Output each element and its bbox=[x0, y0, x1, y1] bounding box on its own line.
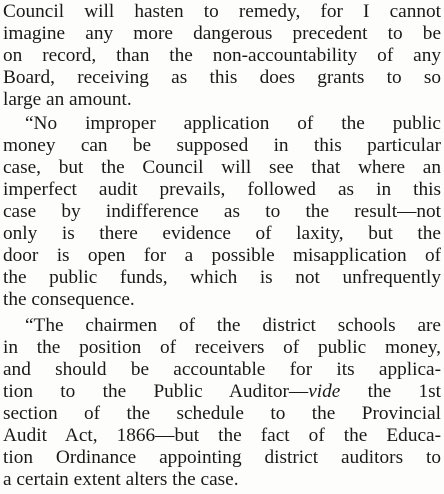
italic-word: vide bbox=[308, 381, 341, 402]
text-line: section of the schedule to the Provincial bbox=[3, 403, 441, 424]
text-line: imagine any more dangerous precedent to be bbox=[3, 23, 441, 44]
text-line: the public funds, which is not unfrequently bbox=[3, 267, 441, 288]
text-line: large an amount. bbox=[3, 89, 132, 110]
text-line: Audit Act, 1866—but the fact of the Educa- bbox=[3, 425, 441, 446]
text-line: tion Ordinance appointing district auditors to bbox=[3, 447, 441, 468]
text-run: tion to the Public Auditor— bbox=[3, 381, 309, 402]
text-line: a certain extent alters the case. bbox=[3, 469, 239, 490]
text-line: only is there evidence of laxity, but the bbox=[3, 223, 441, 244]
text-line: “No improper application of the public bbox=[25, 113, 441, 134]
text-line: money can be supposed in this particular bbox=[3, 135, 441, 156]
text-line: the consequence. bbox=[3, 289, 135, 310]
text-line: case by indifference as to the result—not bbox=[3, 201, 441, 222]
text-line: Board, receiving as this does grants to so bbox=[3, 67, 441, 88]
text-line: door is open for a possible misapplication of bbox=[3, 245, 441, 266]
text-line: Council will hasten to remedy, for I cannot bbox=[3, 1, 441, 22]
text-run: the 1st bbox=[340, 381, 441, 402]
text-line: on record, than the non-accountability of any bbox=[3, 45, 441, 66]
text-line: “The chairmen of the district schools are bbox=[25, 315, 441, 336]
text-line bbox=[3, 381, 441, 403]
text-line: and should be accountable for its applica- bbox=[3, 359, 441, 380]
text-line: case, but the Council will see that where an bbox=[3, 157, 441, 178]
text-line: imperfect audit prevails, followed as in this bbox=[3, 179, 441, 200]
text-line: in the position of receivers of public money, bbox=[3, 337, 441, 358]
